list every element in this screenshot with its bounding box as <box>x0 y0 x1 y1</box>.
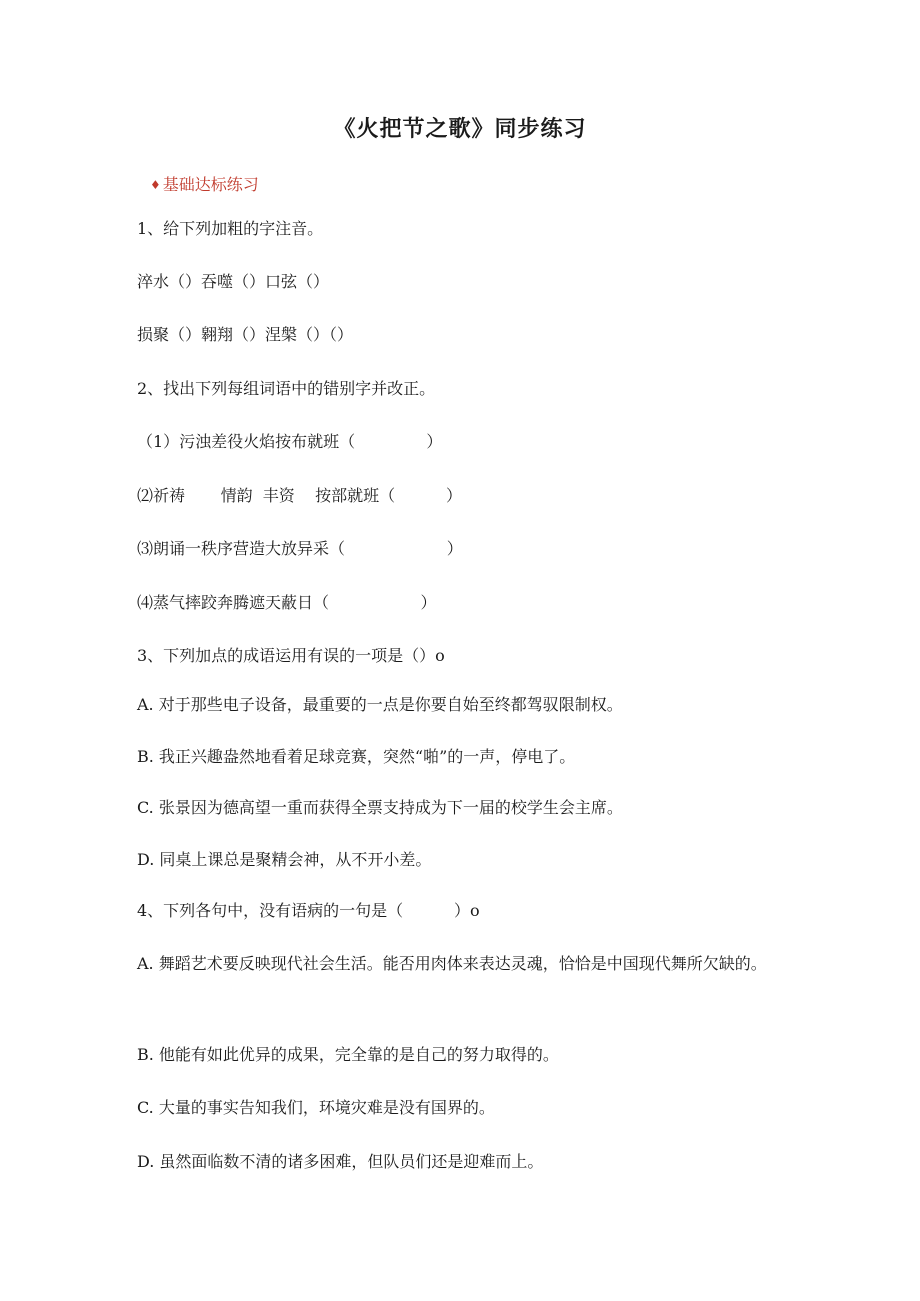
question-3-option-c: C. 张景因为德高望一重而获得全票支持成为下一届的校学生会主席。 <box>137 798 623 817</box>
question-3-option-a: A. 对于那些电子设备，最重要的一点是你要自始至终都驾驭限制权。 <box>137 695 623 714</box>
question-3-stem: 3、下列加点的成语运用有误的一项是（）o <box>137 646 445 665</box>
section-heading <box>150 172 259 195</box>
section-label: 基础达标练习 <box>162 175 259 194</box>
question-4-option-d: D. 虽然面临数不清的诸多困难，但队员们还是迎难而上。 <box>137 1152 544 1171</box>
question-2-item-3: ⑶朗诵一秩序营造大放异采（ ） <box>137 539 463 558</box>
question-4-option-b: B. 他能有如此优异的成果，完全靠的是自己的努力取得的。 <box>137 1045 559 1064</box>
question-4-option-a: A. 舞蹈艺术要反映现代社会生活。能否用肉体来表达灵魂，恰恰是中国现代舞所欠缺的。 <box>137 954 767 973</box>
question-3-option-b: B. 我正兴趣盎然地看着足球竞赛，突然“啪”的一声，停电了。 <box>137 747 576 766</box>
question-1-row-2: 损聚（）翱翔（）涅槃（）（） <box>137 325 354 344</box>
question-1-stem: 1、给下列加粗的字注音。 <box>137 219 324 238</box>
question-2-stem: 2、找出下列每组词语中的错别字并改正。 <box>137 379 436 398</box>
question-4-option-c: C. 大量的事实告知我们，环境灾难是没有国界的。 <box>137 1098 495 1117</box>
question-2-item-4: ⑷蒸气摔跤奔腾遮天蔽日（ ） <box>137 593 437 612</box>
page-title: 《火把节之歌》同步练习 <box>333 117 587 142</box>
question-2-item-1: （1）污浊差役火焰按布就班（ ） <box>137 432 443 451</box>
question-4-stem: 4、下列各句中，没有语病的一句是（ ）o <box>137 901 480 920</box>
diamond-icon: ♦ <box>150 178 161 192</box>
question-1-row-1: 淬水（）吞噬（）口弦（） <box>137 272 330 291</box>
question-3-option-d: D. 同桌上课总是聚精会神，从不开小差。 <box>137 850 432 869</box>
question-2-item-2: ⑵祈祷 情韵 丰资 按部就班（ ） <box>137 486 462 505</box>
